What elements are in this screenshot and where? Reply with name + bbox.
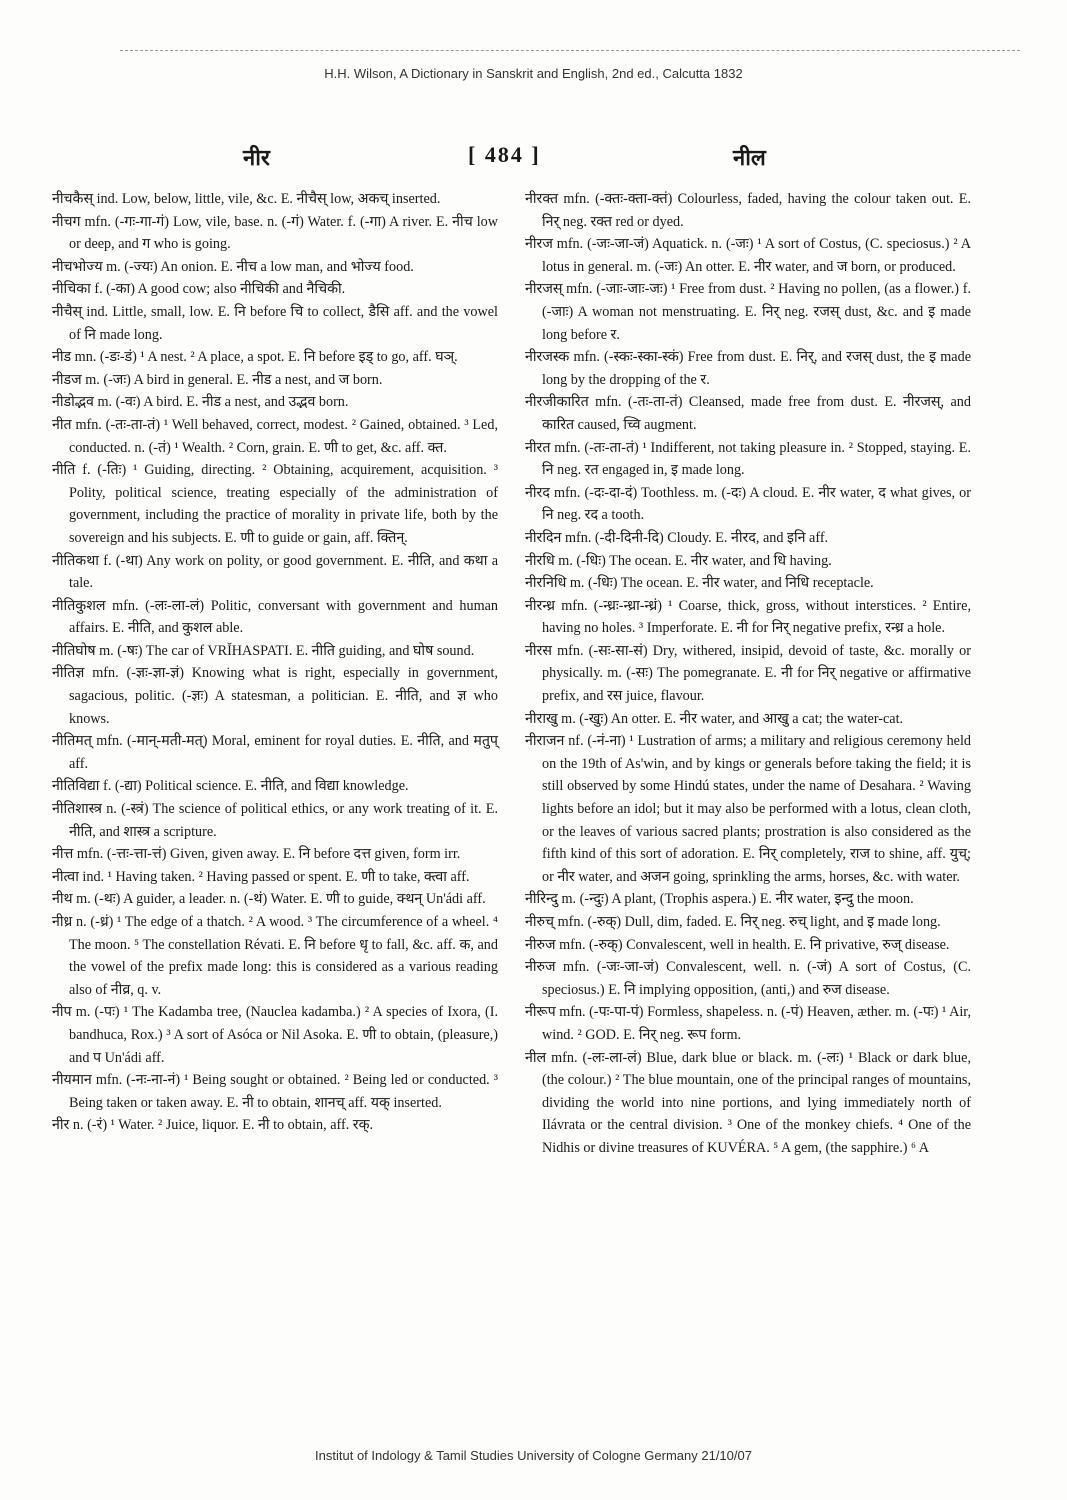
dictionary-entry: नीतिमत् mfn. (-मान्-मती-मत्) Moral, eminent for royal duties. E. नीति, and मतुप् aff. — [52, 733, 498, 772]
dictionary-entry: नीचभोज्य m. (-ज्यः) An onion. E. नीच a low man, and भोज्य food. — [52, 258, 414, 275]
dictionary-entry: नीरस mfn. (-सः-सा-सं) Dry, withered, insipid, devoid of taste, &c. morally or physically. m. (-सः) The pomegranate. E. नी for निर् negative or affirmative prefix, and रस juice, flavour. — [525, 642, 971, 705]
dictionary-entry: नीड mn. (-डः-डं) ¹ A nest. ² A place, a spot. E. नि before इड् to go, aff. घञ्. — [52, 349, 458, 366]
dictionary-entry: नीरजस्क mfn. (-स्कः-स्का-स्कं) Free from dust. E. निर्, and रजस् dust, the इ made long by the dropping of the र. — [525, 349, 971, 388]
dictionary-entry: नीरजीकारित mfn. (-तः-ता-तं) Cleansed, made free from dust. E. नीरजस्, and कारित caused, च्वि augment. — [525, 394, 971, 433]
dictionary-entry: नीप m. (-पः) ¹ The Kadamba tree, (Nauclea kadamba.) ² A species of Ixora, (I. bandhuca, Rox.) ³ A sort of Asóca or Nil Asoka. E. णी to obtain, (pleasure,) and प Un'ádi aff. — [52, 1004, 498, 1066]
dictionary-entry: नीत mfn. (-तः-ता-तं) ¹ Well behaved, correct, modest. ² Gained, obtained. ³ Led, conducted. n. (-तं) ¹ Wealth. ² Corn, grain. E. णी to get, &c. aff. क्त. — [52, 416, 498, 456]
dictionary-entry: नीडोद्भव m. (-वः) A bird. E. नीड a nest, and उद्भव born. — [52, 394, 349, 411]
page-number: [ 484 ] — [468, 142, 541, 167]
dictionary-entry: नीत्त mfn. (-त्तः-त्ता-त्तं) Given, given away. E. नि before दत्त given, form irr. — [52, 846, 461, 863]
dictionary-entry: नीध्र n. (-ध्रं) ¹ The edge of a thatch. ² A wood. ³ The circumference of a wheel. ⁴ The moon. ⁵ The constellation Révati. E. नि before धृ to fall, &c. aff. क, and the vowel of the prefix made long: this is considered as a various reading also of नीव्र, q. v. — [52, 914, 498, 998]
dictionary-entry: नीतिघोष m. (-षः) The car of VRĬHASPATI. E. नीति guiding, and घोष sound. — [52, 642, 475, 659]
dictionary-entry: नीरक्त mfn. (-क्तः-क्ता-क्तं) Colourless, faded, having the colour taken out. E. निर् neg. रक्त red or dyed. — [525, 191, 971, 230]
source-footer-note: Institut of Indology & Tamil Studies University of Cologne Germany 21/10/07 — [315, 1448, 752, 1463]
dictionary-entry: नीराखु m. (-खुः) An otter. E. नीर water, and आखु a cat; the water-cat. — [525, 710, 904, 727]
dictionary-entry: नीरज mfn. (-जः-जा-जं) Aquatick. n. (-जः) ¹ A sort of Costus, (C. speciosus.) ² A lotus in general. m. (-जः) An otter. E. नीर water, and ज born, or produced. — [525, 236, 971, 275]
dictionary-entry: नीति f. (-तिः) ¹ Guiding, directing. ² Obtaining, acquirement, acquisition. ³ Polity, political science, treating especially of the administration of government, including the practice of morality in private life, both by the sovereign and his subjects. E. णी to guide or gain, aff. क्तिन्. — [52, 462, 498, 546]
dictionary-entry: नीचग mfn. (-गः-गा-गं) Low, vile, base. n. (-गं) Water. f. (-गा) A river. E. नीच low or deep, and ग who is going. — [52, 213, 498, 253]
right-column — [525, 188, 971, 1160]
dictionary-entry: नीतिकथा f. (-था) Any work on polity, or good government. E. नीति, and कथा a tale. — [52, 552, 498, 592]
running-head-right: नील — [733, 146, 766, 171]
dictionary-entry: नीरजस् mfn. (-जाः-जाः-जः) ¹ Free from dust. ² Having no pollen, (as a flower.) f. (-जाः) A woman not menstruating. E. निर् neg. रजस् dust, &c. and इ made long before र. — [525, 281, 971, 343]
dictionary-entry: नीरूप mfn. (-पः-पा-पं) Formless, shapeless. n. (-पं) Heaven, æther. m. (-पः) ¹ Air, wind. ² GOD. E. निर् neg. रूप form. — [525, 1004, 971, 1043]
dictionary-entry: नीरद mfn. (-दः-दा-दं) Toothless. m. (-दः) A cloud. E. नीर water, द what gives, or नि neg. रद a tooth. — [525, 484, 971, 524]
dictionary-entry: नीरुज mfn. (-जः-जा-जं) Convalescent, well. n. (-जं) A sort of Costus, (C. speciosus.) E. नि implying opposition, (anti,) and रुज disease. — [525, 959, 971, 998]
dictionary-entry: नीतिज्ञ mfn. (-ज्ञः-ज्ञा-ज्ञं) Knowing what is right, especially in government, sagacious, politic. (-ज्ञः) A statesman, a politician. E. नीति, and ज्ञ who knows. — [52, 665, 498, 727]
dictionary-entry: नीतिकुशल mfn. (-लः-ला-लं) Politic, conversant with government and human affairs. E. नीति, and कुशल able. — [52, 597, 498, 637]
left-column — [52, 188, 498, 1137]
dictionary-entry: नीरदिन mfn. (-दी-दिनी-दि) Cloudy. E. नीरद, and इनि aff. — [525, 529, 829, 546]
dictionary-entry: नीरिन्दु m. (-न्दुः) A plant, (Trophis aspera.) E. नीर water, इन्दु the moon. — [525, 891, 914, 908]
dictionary-entry: नीयमान mfn. (-नः-ना-नं) ¹ Being sought or obtained. ² Being led or conducted. ³ Being taken or taken away. E. नी to obtain, शानच् aff. यक् inserted. — [52, 1072, 498, 1111]
dictionary-entry: नीतिविद्या f. (-द्या) Political science. E. नीति, and विद्या knowledge. — [52, 778, 409, 795]
running-head-left: नीर — [243, 146, 270, 171]
dictionary-entry: नीरत mfn. (-तः-ता-तं) ¹ Indifferent, not taking pleasure in. ² Stopped, staying. E. नि neg. रत engaged in, इ made long. — [525, 439, 971, 479]
dictionary-entry: नीथ m. (-थः) A guider, a leader. n. (-थं) Water. E. णी to guide, क्थन् Un'ádi aff. — [52, 891, 486, 908]
dictionary-entry: नीचैस् ind. Little, small, low. E. नि before चि to collect, डैसि aff. and the vowel of नि made long. — [52, 303, 498, 343]
dictionary-entry: नीडज m. (-जः) A bird in general. E. नीड a nest, and ज born. — [52, 371, 383, 388]
dictionary-entry: नीरधि m. (-धिः) The ocean. E. नीर water, and धि having. — [525, 552, 832, 569]
dictionary-entry: नीरुज mfn. (-रुक्) Convalescent, well in health. E. नि privative, रुज् disease. — [525, 936, 950, 953]
dictionary-entry: नीरन्ध्र mfn. (-न्ध्रः-न्ध्रा-न्ध्रं) ¹ Coarse, thick, gross, without interstices. ² Entire, having no holes. ³ Imperforate. E. नी for निर् negative prefix, रन्ध्र a hole. — [525, 597, 971, 637]
dictionary-entry: नीर n. (-रं) ¹ Water. ² Juice, liquor. E. नी to obtain, aff. रक्. — [52, 1117, 374, 1134]
dictionary-entry: नीरुच् mfn. (-रुक्) Dull, dim, faded. E. निर् neg. रुच् light, and इ made long. — [525, 914, 941, 930]
running-head — [0, 142, 1067, 172]
top-rule — [120, 50, 1020, 52]
dictionary-entry: नीचिका f. (-का) A good cow; also नीचिकी and नैचिकी. — [52, 281, 346, 298]
dictionary-entry: नीरनिधि m. (-धिः) The ocean. E. नीर water, and निधि receptacle. — [525, 575, 874, 592]
dictionary-entry: नीचकैस् ind. Low, below, little, vile, &c. E. नीचैस् low, अकच् inserted. — [52, 191, 441, 207]
dictionary-entry: नीतिशास्त्र n. (-स्त्रं) The science of political ethics, or any work treating of it. E. नीति, and शास्त्र a scripture. — [52, 801, 498, 840]
dictionary-entry: नीत्वा ind. ¹ Having taken. ² Having passed or spent. E. णी to take, क्त्वा aff. — [52, 868, 470, 885]
dictionary-entry: नीराजन nf. (-नं-ना) ¹ Lustration of arms; a military and religious ceremony held on the 19th of As'win, and by kings or generals before taking the field; it is still observed by some Hindú states, under the name of Desahara. ² Waving lights before an idol; but it may also be performed with a lotus, clean cloth, or the leaves of various sacred plants; prostration is also considered as the fifth kind of this sort of adoration. E. निर् completely, राज to shine, aff. युच्; or नीर water, and अजन going, sprinkling the arms, horses, &c. with water. — [525, 733, 971, 885]
source-header-note: H.H. Wilson, A Dictionary in Sanskrit and English, 2nd ed., Calcutta 1832 — [324, 66, 743, 81]
dictionary-entry: नील mfn. (-लः-ला-लं) Blue, dark blue or black. m. (-लः) ¹ Black or dark blue, (the colour.) ² The blue mountain, one of the principal ranges of mountains, dividing the world into nine portions, and lying immediately north of Ilávrata or the central division. ³ One of the monkey chiefs. ⁴ One of the Nidhis or divine treasures of KUVÉRA. ⁵ A gem, (the sapphire.) ⁶ A — [525, 1049, 971, 1156]
